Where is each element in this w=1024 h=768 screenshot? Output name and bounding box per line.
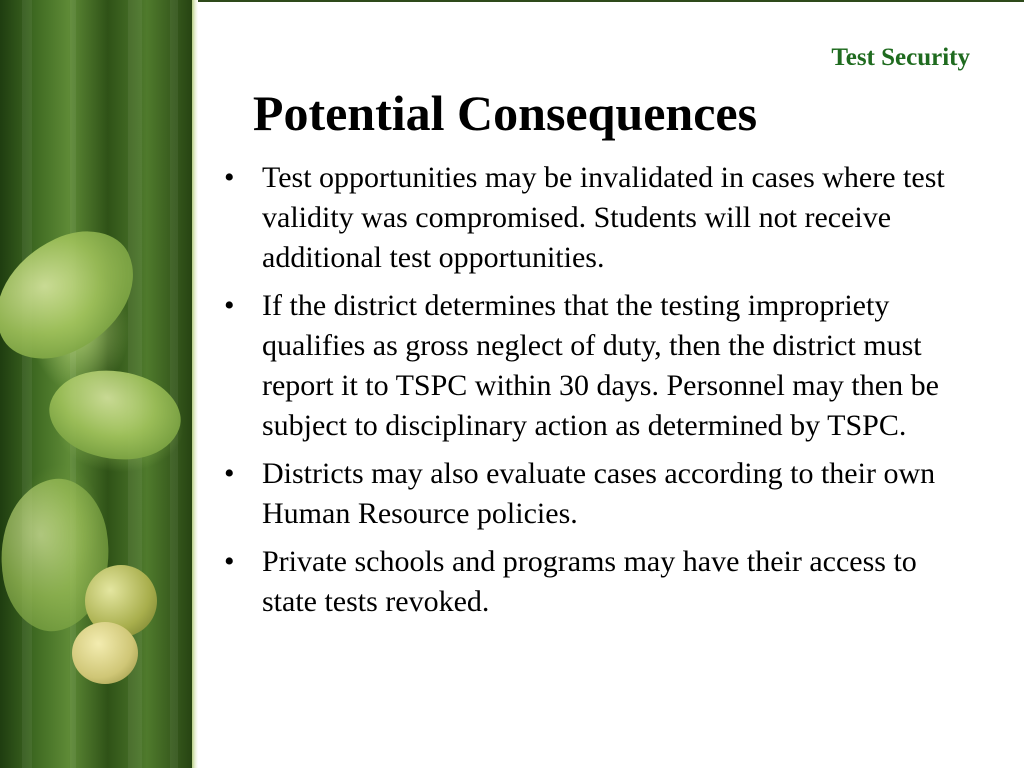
fruit-image xyxy=(72,622,138,684)
bullet-dot: • xyxy=(224,289,235,322)
leaf-image xyxy=(39,350,192,479)
section-eyebrow: Test Security xyxy=(831,44,970,71)
bullet-item xyxy=(222,158,962,278)
bullet-dot: • xyxy=(224,545,235,578)
bullet-item xyxy=(222,542,962,622)
slide-title: Potential Consequences xyxy=(252,85,758,141)
bullet-item xyxy=(222,286,962,446)
bullet-dot: • xyxy=(224,161,235,194)
bullet-text: If the district determines that the testing impropriety qualifies as gross neglect of duty, then the district must report it to TSPC within 30 days. Personnel may then be subject to disciplinary action as determined by TSPC. xyxy=(262,289,939,442)
bullet-item xyxy=(222,454,962,534)
bullet-text: Private schools and programs may have their access to state tests revoked. xyxy=(262,545,917,618)
bullet-list xyxy=(222,158,962,630)
bullet-text: Districts may also evaluate cases according to their own Human Resource policies. xyxy=(262,457,936,530)
bullet-text: Test opportunities may be invalidated in cases where test validity was compromised. Students will not receive additional test opportunities. xyxy=(262,161,945,274)
bullet-dot: • xyxy=(224,457,235,490)
